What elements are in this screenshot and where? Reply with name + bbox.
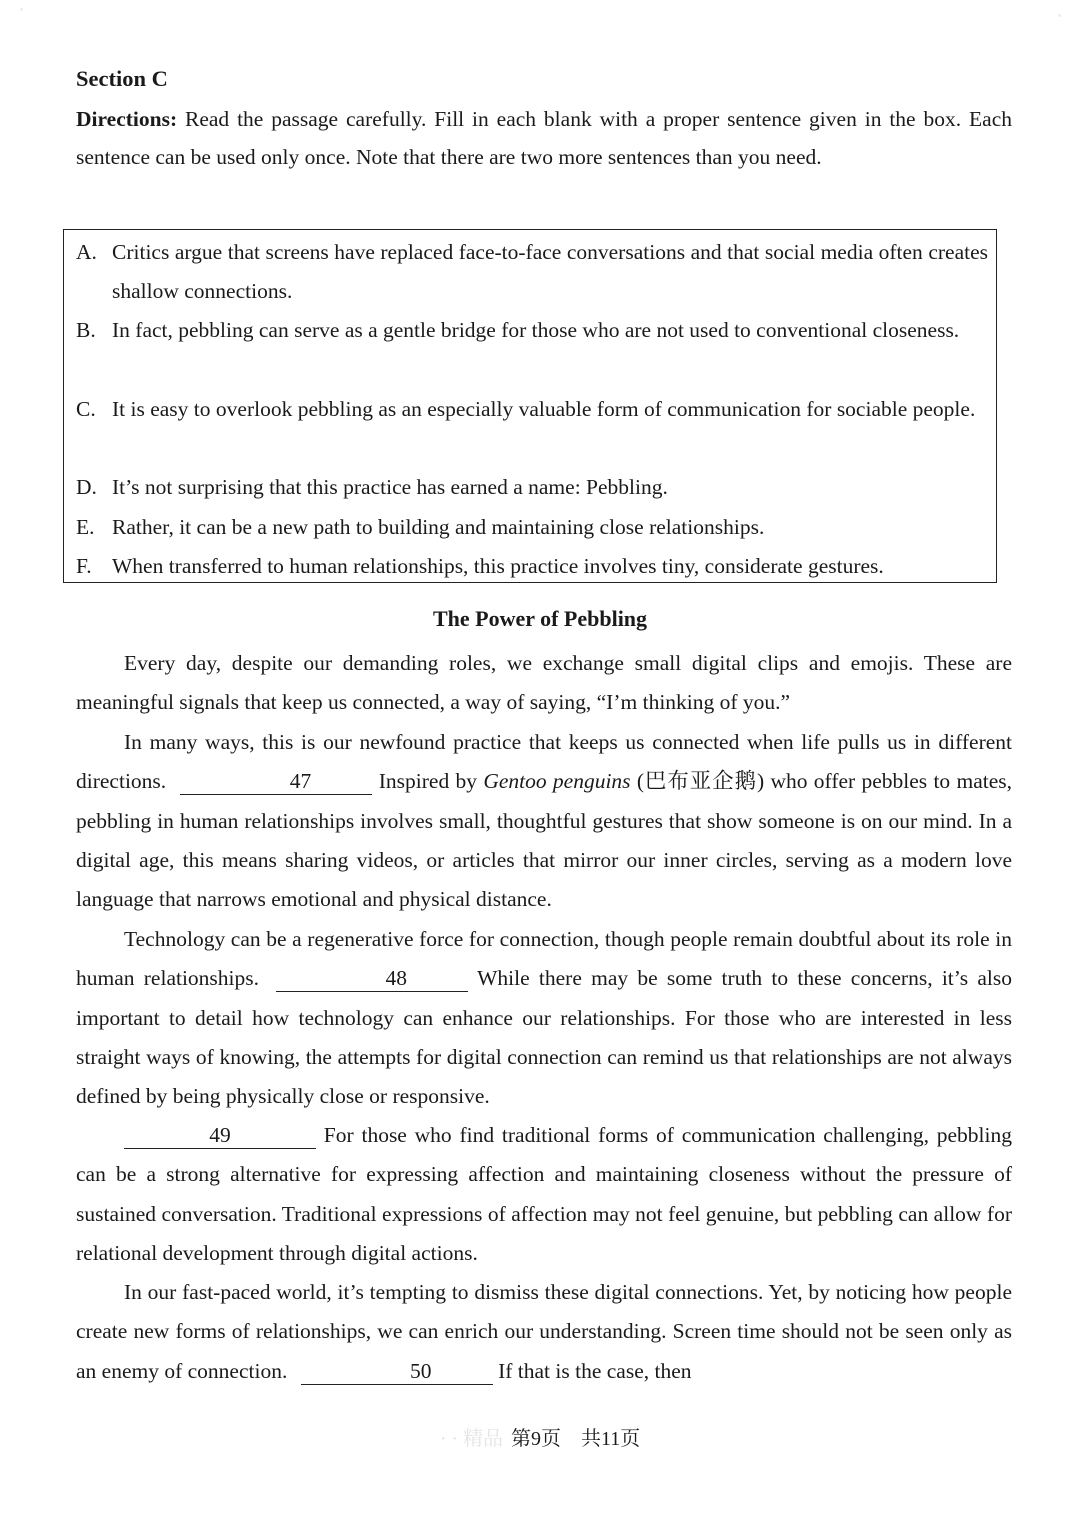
blank-47[interactable]: 47 bbox=[180, 768, 372, 795]
option-text: When transferred to human relationships, this practice involves tiny, considerate gestures. bbox=[112, 554, 884, 578]
passage-title: The Power of Pebbling bbox=[432, 606, 648, 631]
paragraph-2-text-c: (巴布亚企鹅) who offer pebbles to mates, pebbling in human relationships involves small, thoughtful gestures that show someone is on our mind. In a digital age, this means sharing videos, or articles that mirror our inner circles, serving as a modern love language that narrows emotional and physical distance. bbox=[76, 769, 1013, 912]
blank-48[interactable]: 48 bbox=[276, 965, 468, 992]
blank-49[interactable]: 49 bbox=[124, 1122, 316, 1149]
paragraph-4-text: For those who find traditional forms of communication challenging, pebbling can be a strong alternative for expressing affection and maintaining closeness without the pressure of sustained conversation. Traditional expressions of affection may not feel genuine, but pebbling can allow for relational development through digital actions. bbox=[76, 1123, 1012, 1265]
paragraph-1: Every day, despite our demanding roles, we exchange small digital clips and emojis. These are meaningful signals that keep us connected, a way of saying, “I’m thinking of you.” bbox=[76, 651, 1012, 715]
scan-dot bbox=[1058, 14, 1061, 17]
directions-text: Read the passage carefully. Fill in each blank with a proper sentence given in the box. Each sentence can be used only once. Note that there are two more sentences than you need. bbox=[76, 107, 1012, 169]
option-b bbox=[76, 311, 988, 350]
watermark-text: · · 精品 bbox=[439, 1428, 504, 1450]
option-f bbox=[76, 547, 988, 586]
page-footer bbox=[0, 1422, 1080, 1451]
paragraph-2 bbox=[76, 723, 1012, 919]
paragraph-2-text-a: In many ways, this is our newfound practice that keeps us connected when life pulls us in different directions. bbox=[76, 730, 1012, 794]
option-letter: C. bbox=[76, 397, 96, 421]
option-d bbox=[76, 468, 988, 507]
paragraph-5 bbox=[76, 1273, 1012, 1391]
gentoo-penguins-italic: Gentoo penguins bbox=[483, 769, 631, 794]
paragraph-3-text-b: While there may be some truth to these concerns, it’s also important to detail how technology can enhance our relationships. For those who are interested in less straight ways of knowing, the attempts for digital connection can remind us that relationships are not always defined by being physically close or responsive. bbox=[76, 966, 1012, 1109]
section-title: Section C bbox=[76, 66, 168, 91]
option-text: It is easy to overlook pebbling as an especially valuable form of communication for sociable people. bbox=[112, 397, 976, 421]
directions-label: Directions: bbox=[76, 107, 178, 131]
option-letter: E. bbox=[76, 515, 95, 539]
option-letter: A. bbox=[76, 240, 97, 264]
paragraph-4 bbox=[76, 1116, 1012, 1273]
options-box bbox=[63, 229, 997, 583]
option-letter: D. bbox=[76, 475, 97, 499]
paragraph-5-text-a: In our fast-paced world, it’s tempting to dismiss these digital connections. Yet, by noticing how people create new forms of relationships, we can enrich our understanding. Screen time should not be seen only as an enemy of connection. bbox=[76, 1280, 1012, 1383]
option-e bbox=[76, 508, 988, 547]
option-a bbox=[76, 233, 988, 312]
option-text: In fact, pebbling can serve as a gentle bridge for those who are not used to conventional closeness. bbox=[112, 318, 960, 342]
directions bbox=[76, 101, 1012, 176]
paragraph-3-text-a: Technology can be a regenerative force for connection, though people remain doubtful about its role in human relationships. bbox=[76, 927, 1012, 991]
option-text: Critics argue that screens have replaced face-to-face conversations and that social media often creates shallow connections. bbox=[112, 240, 988, 304]
page-number: 第9页 共11页 bbox=[511, 1428, 641, 1450]
paragraph-5-text-b: If that is the case, then bbox=[492, 1358, 692, 1383]
option-letter: F. bbox=[76, 554, 92, 578]
scan-dot bbox=[20, 8, 23, 11]
option-text: It’s not surprising that this practice has earned a name: Pebbling. bbox=[112, 475, 668, 499]
option-c bbox=[76, 390, 988, 429]
paragraph-2-text-b: Inspired by bbox=[372, 769, 484, 794]
paragraph-3 bbox=[76, 920, 1012, 1116]
option-letter: B. bbox=[76, 318, 96, 342]
option-text: Rather, it can be a new path to building and maintaining close relationships. bbox=[112, 515, 765, 539]
blank-50[interactable]: 50 bbox=[301, 1358, 493, 1385]
